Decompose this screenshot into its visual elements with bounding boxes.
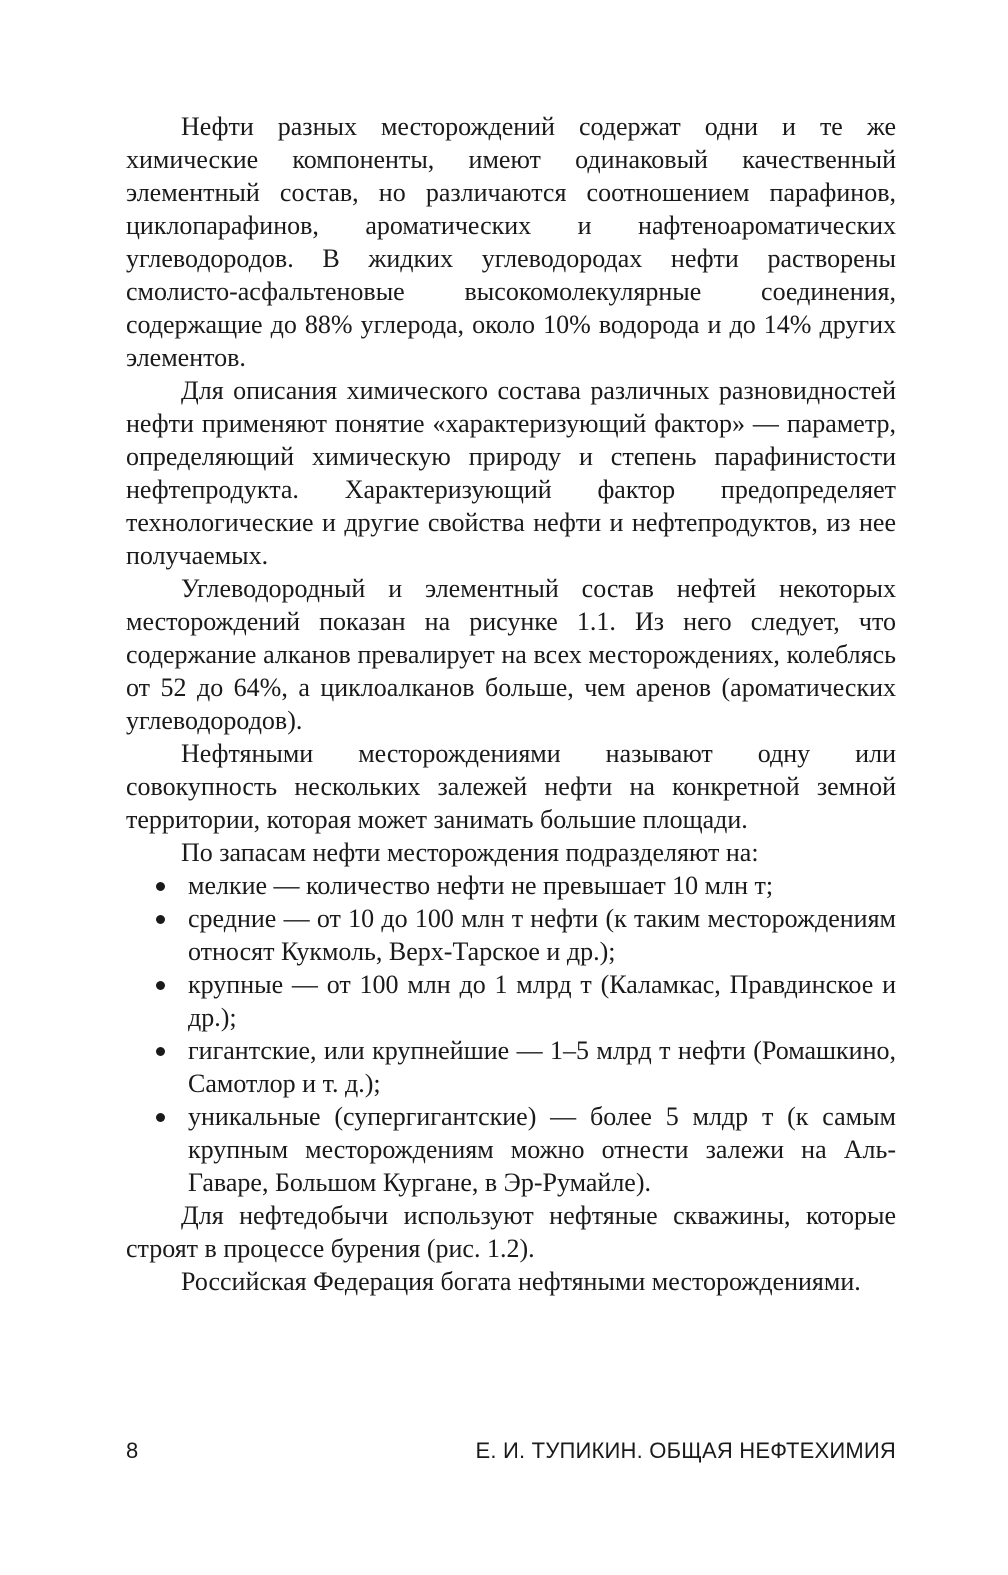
paragraph: Углеводородный и элементный состав нефтей некоторых месторождений показан на рисунке 1.1. Из него следует, что содержание алканов превалирует на всех месторождениях, колеблясь от 52 до 64%, а циклоалканов больше, чем аренов (ароматических углеводородов). <box>126 574 896 735</box>
bullet-icon <box>156 882 165 891</box>
deposit-size-list <box>126 869 896 1199</box>
list-item-text: средние — от 10 до 100 млн т нефти (к таким месторождениям относят Кукмоль, Верх-Тарское и др.); <box>188 904 896 966</box>
page-footer <box>126 1436 896 1466</box>
paragraph: Российская Федерация богата нефтяными месторождениями. <box>181 1267 861 1296</box>
bullet-icon <box>156 1047 165 1056</box>
list-item-text: крупные — от 100 млн до 1 млрд т (Каламкас, Правдинское и др.); <box>188 970 896 1032</box>
list-item <box>126 1100 896 1199</box>
bullet-icon <box>156 915 165 924</box>
list-item <box>126 869 896 902</box>
list-item-text: гигантские, или крупнейшие — 1–5 млрд т нефти (Ромашкино, Самотлор и т. д.); <box>188 1036 896 1098</box>
list-item <box>126 968 896 1034</box>
list-intro: По запасам нефти месторождения подразделяют на: <box>181 838 759 867</box>
page-body <box>126 110 896 1298</box>
paragraph: Для нефтедобычи используют нефтяные скважины, которые строят в процессе бурения (рис. 1.2). <box>126 1201 896 1263</box>
list-item-text: уникальные (супергигантские) — более 5 млдр т (к самым крупным месторождениям можно отнести залежи на Аль-Гаваре, Большом Кургане, в Эр-Румайле). <box>188 1102 896 1197</box>
list-item <box>126 902 896 968</box>
bullet-icon <box>156 1113 165 1122</box>
list-item-text: мелкие — количество нефти не превышает 10 млн т; <box>188 871 774 900</box>
paragraph: Для описания химического состава различных разновидностей нефти применяют понятие «характеризующий фактор» — параметр, определяющий химическую природу и степень парафинистости нефтепродукта. Характеризующий фактор предопределяет технологические и другие свойства нефти и нефтепродуктов, из нее получаемых. <box>126 376 896 570</box>
paragraph: Нефти разных месторождений содержат одни и те же химические компоненты, имеют одинаковый качественный элементный состав, но различаются соотношением парафинов, циклопарафинов, ароматических и нафтеноароматических углеводородов. В жидких углеводородах нефти растворены смолисто-асфальтеновые высокомолекулярные соединения, содержащие до 88% углерода, около 10% водорода и до 14% других элементов. <box>126 112 896 372</box>
page-number: 8 <box>126 1438 139 1463</box>
bullet-icon <box>156 981 165 990</box>
paragraph: Нефтяными месторождениями называют одну или совокупность нескольких залежей нефти на конкретной земной территории, которая может занимать большие площади. <box>126 739 896 834</box>
list-item <box>126 1034 896 1100</box>
running-title: Е. И. ТУПИКИН. ОБЩАЯ НЕФТЕХИМИЯ <box>475 1438 896 1463</box>
